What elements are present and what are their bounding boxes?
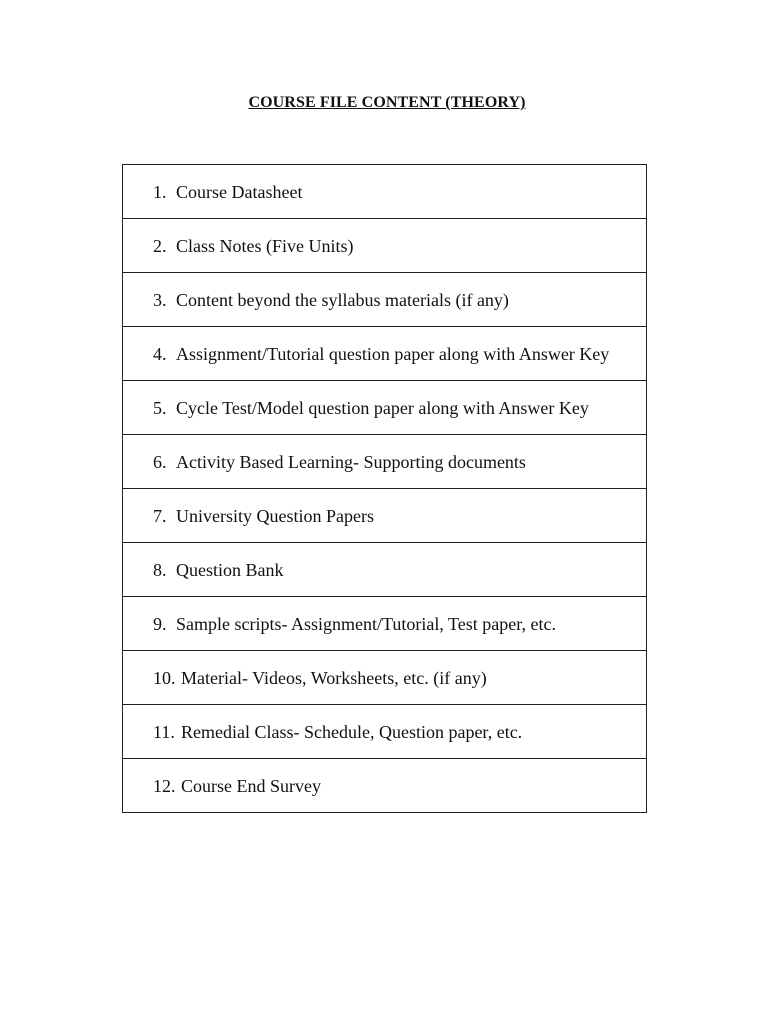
- table-row: [123, 435, 647, 489]
- table-cell: [123, 327, 647, 381]
- table-cell: [123, 597, 647, 651]
- item-text: Remedial Class- Schedule, Question paper, etc.: [181, 722, 523, 742]
- table-cell: [123, 219, 647, 273]
- item-number: 11.: [153, 722, 175, 742]
- item-text: Activity Based Learning- Supporting documents: [176, 452, 526, 472]
- item-text: Material- Videos, Worksheets, etc. (if any): [181, 668, 487, 688]
- item-text: University Question Papers: [176, 506, 374, 526]
- item-number: 4.: [153, 344, 167, 364]
- table-row: [123, 219, 647, 273]
- item-text: Course Datasheet: [176, 182, 303, 202]
- table-cell: [123, 759, 647, 813]
- table-row: [123, 381, 647, 435]
- item-number: 2.: [153, 236, 167, 256]
- table-row: [123, 273, 647, 327]
- document-title: COURSE FILE CONTENT (THEORY): [248, 94, 526, 111]
- table-cell: [123, 381, 647, 435]
- item-number: 12.: [153, 776, 176, 796]
- item-text: Question Bank: [176, 560, 284, 580]
- item-number: 6.: [153, 452, 167, 472]
- table-cell: [123, 165, 647, 219]
- table-row: [123, 759, 647, 813]
- item-text: Course End Survey: [181, 776, 321, 796]
- item-text: Cycle Test/Model question paper along with Answer Key: [176, 398, 589, 418]
- table-row: [123, 327, 647, 381]
- table-row: [123, 165, 647, 219]
- table-row: [123, 651, 647, 705]
- item-number: 3.: [153, 290, 167, 310]
- table-row: [123, 705, 647, 759]
- table-row: [123, 597, 647, 651]
- table-cell: [123, 651, 647, 705]
- item-text: Content beyond the syllabus materials (if any): [176, 290, 509, 310]
- item-text: Sample scripts- Assignment/Tutorial, Test paper, etc.: [176, 614, 556, 634]
- table-cell: [123, 435, 647, 489]
- item-number: 8.: [153, 560, 167, 580]
- table-row: [123, 489, 647, 543]
- table-cell: [123, 705, 647, 759]
- item-number: 7.: [153, 506, 167, 526]
- item-text: Assignment/Tutorial question paper along with Answer Key: [176, 344, 610, 364]
- table-cell: [123, 543, 647, 597]
- course-file-content-table: [122, 164, 647, 813]
- table-row: [123, 543, 647, 597]
- item-number: 9.: [153, 614, 167, 634]
- item-number: 10.: [153, 668, 176, 688]
- table-cell: [123, 489, 647, 543]
- table-cell: [123, 273, 647, 327]
- item-number: 5.: [153, 398, 167, 418]
- item-number: 1.: [153, 182, 167, 202]
- item-text: Class Notes (Five Units): [176, 236, 354, 256]
